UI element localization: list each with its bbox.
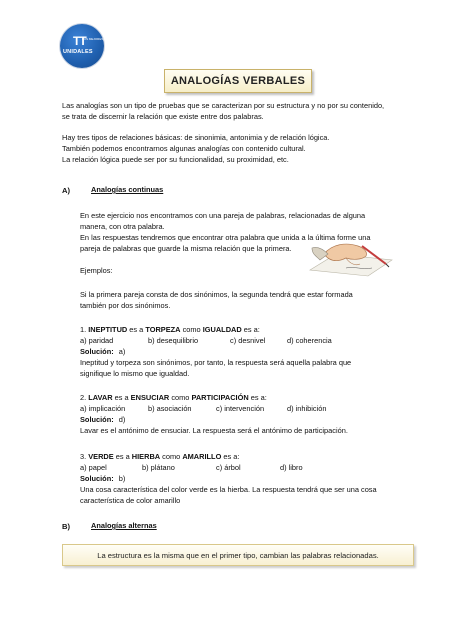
example-2-question bbox=[80, 393, 267, 404]
example-3-option-a: a) papel bbox=[80, 463, 107, 472]
example-2-option-b: b) asociación bbox=[148, 404, 192, 413]
logo-mark: TT bbox=[73, 34, 86, 48]
example-3-solution-value: b) bbox=[118, 474, 126, 483]
example-2-option-a: a) implicación bbox=[80, 404, 126, 413]
section-a-letter: A) bbox=[62, 186, 71, 195]
example-1-explanation-line2: signifique lo mismo que igualdad. bbox=[80, 369, 190, 378]
example-2-solution bbox=[80, 415, 125, 426]
example-3-word-2: HIERBA bbox=[131, 452, 161, 461]
example-1-number: 1. bbox=[80, 325, 87, 334]
example-2-word-1: LAVAR bbox=[88, 393, 113, 402]
example-2-connector-2: como bbox=[169, 393, 192, 402]
example-1-connector-1: es a bbox=[127, 325, 146, 334]
title-box bbox=[164, 69, 312, 93]
logo-small-text: LOS MEJORES bbox=[82, 37, 104, 41]
examples-label: Ejemplos: bbox=[80, 266, 113, 275]
example-3-solution bbox=[80, 474, 125, 485]
example-2-solution-value: d) bbox=[118, 415, 126, 424]
synonym-note-line2: también por dos sinónimos. bbox=[80, 301, 171, 310]
intro-p1-line2: se trata de discernir la relación que existe entre dos palabras. bbox=[62, 112, 264, 121]
section-a-body-line2: manera, con otra palabra. bbox=[80, 222, 165, 231]
example-2-word-2: ENSUCIAR bbox=[130, 393, 170, 402]
example-1-connector-2: como bbox=[180, 325, 203, 334]
synonym-note-line1: Si la primera pareja consta de dos sinónimos, la segunda tendrá que estar formada bbox=[80, 290, 353, 299]
example-2-connector-1: es a bbox=[112, 393, 131, 402]
section-b-heading: Analogías alternas bbox=[91, 521, 157, 530]
example-3-word-3: AMARILLO bbox=[182, 452, 222, 461]
example-3-option-b: b) plátano bbox=[142, 463, 175, 472]
intro-p2-line2: También podemos encontrarnos algunas analogías con contenido cultural. bbox=[62, 144, 306, 153]
section-b-box-text: La estructura es la misma que en el primer tipo, cambian las palabras relacionadas. bbox=[97, 550, 379, 560]
example-3-solution-label: Solución: bbox=[80, 474, 114, 483]
example-1-explanation-line1: Ineptitud y torpeza son sinónimos, por tanto, la respuesta será aquella palabra que bbox=[80, 358, 352, 367]
example-3-option-c: c) árbol bbox=[216, 463, 241, 472]
example-1-word-3: IGUALDAD bbox=[202, 325, 242, 334]
example-3-number: 3. bbox=[80, 452, 87, 461]
example-3-explanation-line1: Una cosa característica del color verde es la hierba. La respuesta tendrá que ser una cosa bbox=[80, 485, 377, 494]
example-1-option-d: d) coherencia bbox=[287, 336, 332, 345]
example-1-solution bbox=[80, 347, 125, 358]
example-2-word-3: PARTICIPACIÓN bbox=[191, 393, 249, 402]
example-3-connector-1: es a bbox=[113, 452, 132, 461]
example-1-option-a: a) paridad bbox=[80, 336, 114, 345]
logo-bottom-text: UNIDALES bbox=[63, 49, 93, 55]
example-3-end: es a: bbox=[221, 452, 240, 461]
example-1-option-b: b) desequilibrio bbox=[148, 336, 199, 345]
example-2-option-d: d) inhibición bbox=[287, 404, 327, 413]
example-3-word-1: VERDE bbox=[88, 452, 114, 461]
example-1-word-2: TORPEZA bbox=[145, 325, 181, 334]
example-2-option-c: c) intervención bbox=[216, 404, 265, 413]
example-1-word-1: INEPTITUD bbox=[88, 325, 128, 334]
example-1-solution-label: Solución: bbox=[80, 347, 114, 356]
example-2-solution-label: Solución: bbox=[80, 415, 114, 424]
example-2-explanation-line1: Lavar es el antónimo de ensuciar. La respuesta será el antónimo de participación. bbox=[80, 426, 348, 435]
example-3-connector-2: como bbox=[160, 452, 183, 461]
intro-p1-line1: Las analogías son un tipo de pruebas que se caracterizan por su estructura y no por su contenido, bbox=[62, 101, 385, 110]
example-1-option-c: c) desnivel bbox=[230, 336, 266, 345]
section-a-heading: Analogías continuas bbox=[91, 185, 164, 194]
example-1-end: es a: bbox=[241, 325, 260, 334]
example-1-solution-value: a) bbox=[118, 347, 126, 356]
section-a-body-line1: En este ejercicio nos encontramos con una pareja de palabras, relacionadas de alguna bbox=[80, 211, 366, 220]
example-2-end: es a: bbox=[248, 393, 267, 402]
brand-logo bbox=[60, 24, 104, 68]
section-b-letter: B) bbox=[62, 522, 71, 531]
section-a-body-line3: En las respuestas tendremos que encontrar otra palabra que unida a la última forme una bbox=[80, 233, 371, 242]
section-a-body-line4: pareja de palabras que guarde la misma relación que la primera. bbox=[80, 244, 292, 253]
example-3-explanation-line2: característica de color amarillo bbox=[80, 496, 181, 505]
section-b-box bbox=[62, 544, 414, 566]
example-2-number: 2. bbox=[80, 393, 87, 402]
intro-p2-line3: La relación lógica puede ser por su funcionalidad, su proximidad, etc. bbox=[62, 155, 289, 164]
intro-p2-line1: Hay tres tipos de relaciones básicas: de sinonimia, antonimia y de relación lógica. bbox=[62, 133, 330, 142]
example-1-question bbox=[80, 325, 260, 336]
page-title: ANALOGÍAS VERBALES bbox=[170, 75, 306, 87]
hand-writing-icon bbox=[306, 224, 394, 278]
example-3-question bbox=[80, 452, 239, 463]
example-3-option-d: d) libro bbox=[280, 463, 303, 472]
